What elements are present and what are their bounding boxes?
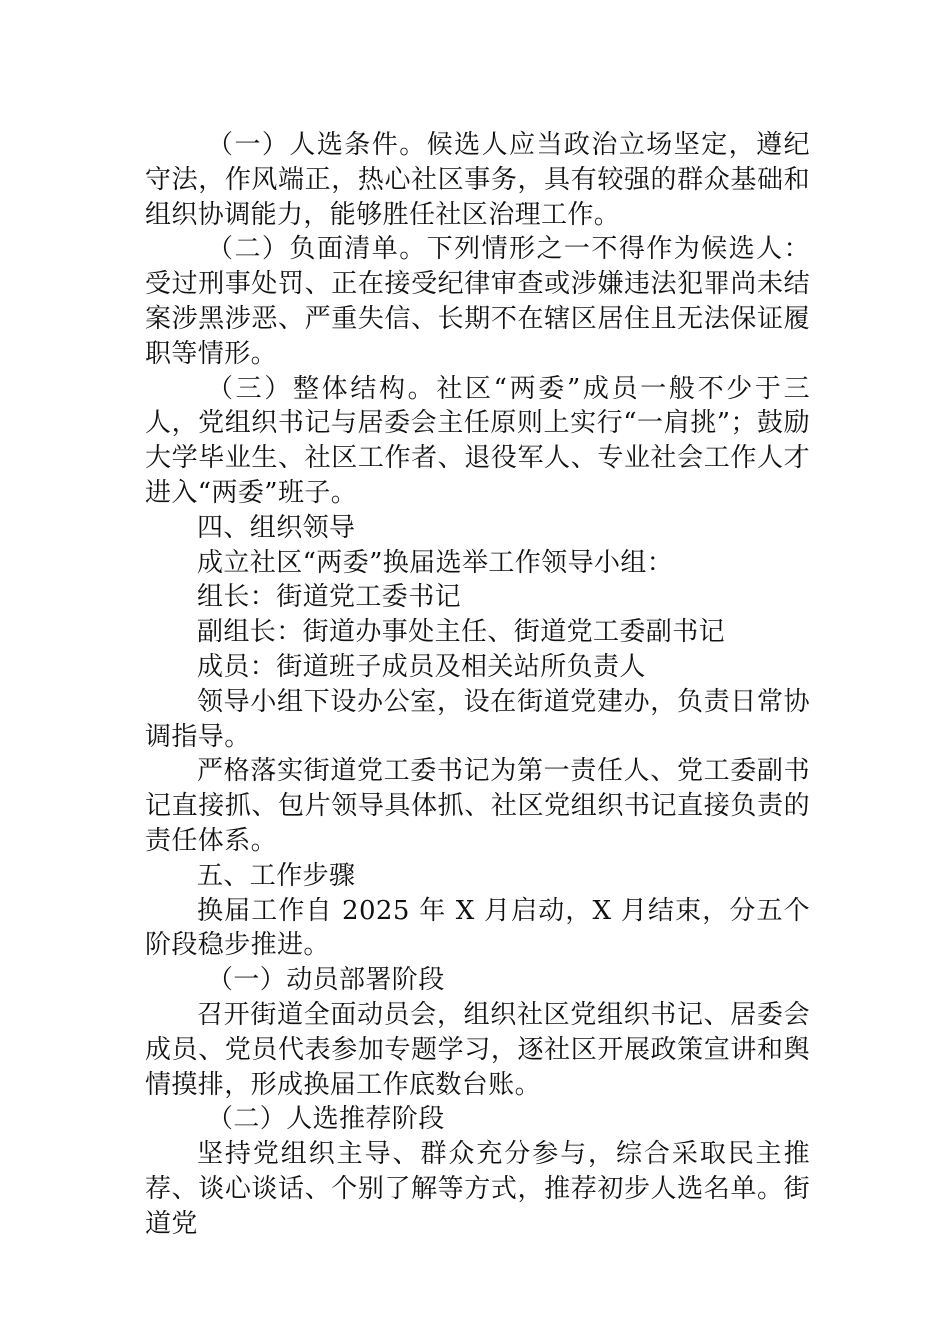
paragraph-members: 成员：街道班子成员及相关站所负责人	[197, 651, 646, 682]
section-heading-steps: 五、工作步骤	[197, 860, 356, 891]
paragraph-office: 领导小组下设办公室，设在街道党建办，负责日常协调指导。	[145, 686, 810, 752]
paragraph-responsibility: 严格落实街道党工委书记为第一责任人、党工委副书记直接抓、包片领导具体抓、社区党组织书记直接负责的责任体系。	[145, 756, 810, 856]
subheading-recommendation: （二）人选推荐阶段	[207, 1104, 445, 1135]
paragraph-recommendation: 坚持党组织主导、群众充分参与，综合采取民主推荐、谈心谈话、个别了解等方式，推荐初步人选名单。街道党	[145, 1139, 810, 1239]
subheading-mobilization: （一）动员部署阶段	[207, 965, 445, 996]
document-body	[145, 128, 810, 1242]
paragraph-group-leader: 组长：街道党工委书记	[197, 582, 462, 613]
paragraph-schedule: 换届工作自 2025 年 X 月启动，X 月结束，分五个阶段稳步推进。	[145, 895, 810, 961]
paragraph-overall-structure: （三）整体结构。社区“两委”成员一般不少于三人，党组织书记与居委会主任原则上实行“一肩挑”；鼓励大学毕业生、社区工作者、退役军人、专业社会工作人才进入“两委”班子。	[145, 373, 810, 508]
paragraph-deputy-leader: 副组长：街道办事处主任、街道党工委副书记	[197, 617, 726, 648]
section-heading-organization: 四、组织领导	[197, 512, 356, 543]
paragraph-leading-group: 成立社区“两委”换届选举工作领导小组：	[197, 547, 674, 578]
paragraph-candidate-conditions: （一）人选条件。候选人应当政治立场坚定，遵纪守法，作风端正，热心社区事务，具有较强的群众基础和组织协调能力，能够胜任社区治理工作。	[145, 130, 810, 230]
paragraph-mobilization: 召开街道全面动员会，组织社区党组织书记、居委会成员、党员代表参加专题学习，逐社区开展政策宣讲和舆情摸排，形成换届工作底数台账。	[145, 999, 810, 1100]
paragraph-negative-list: （二）负面清单。下列情形之一不得作为候选人：受过刑事处罚、正在接受纪律审查或涉嫌违法犯罪尚未结案涉黑涉恶、严重失信、长期不在辖区居住且无法保证履职等情形。	[145, 234, 810, 369]
